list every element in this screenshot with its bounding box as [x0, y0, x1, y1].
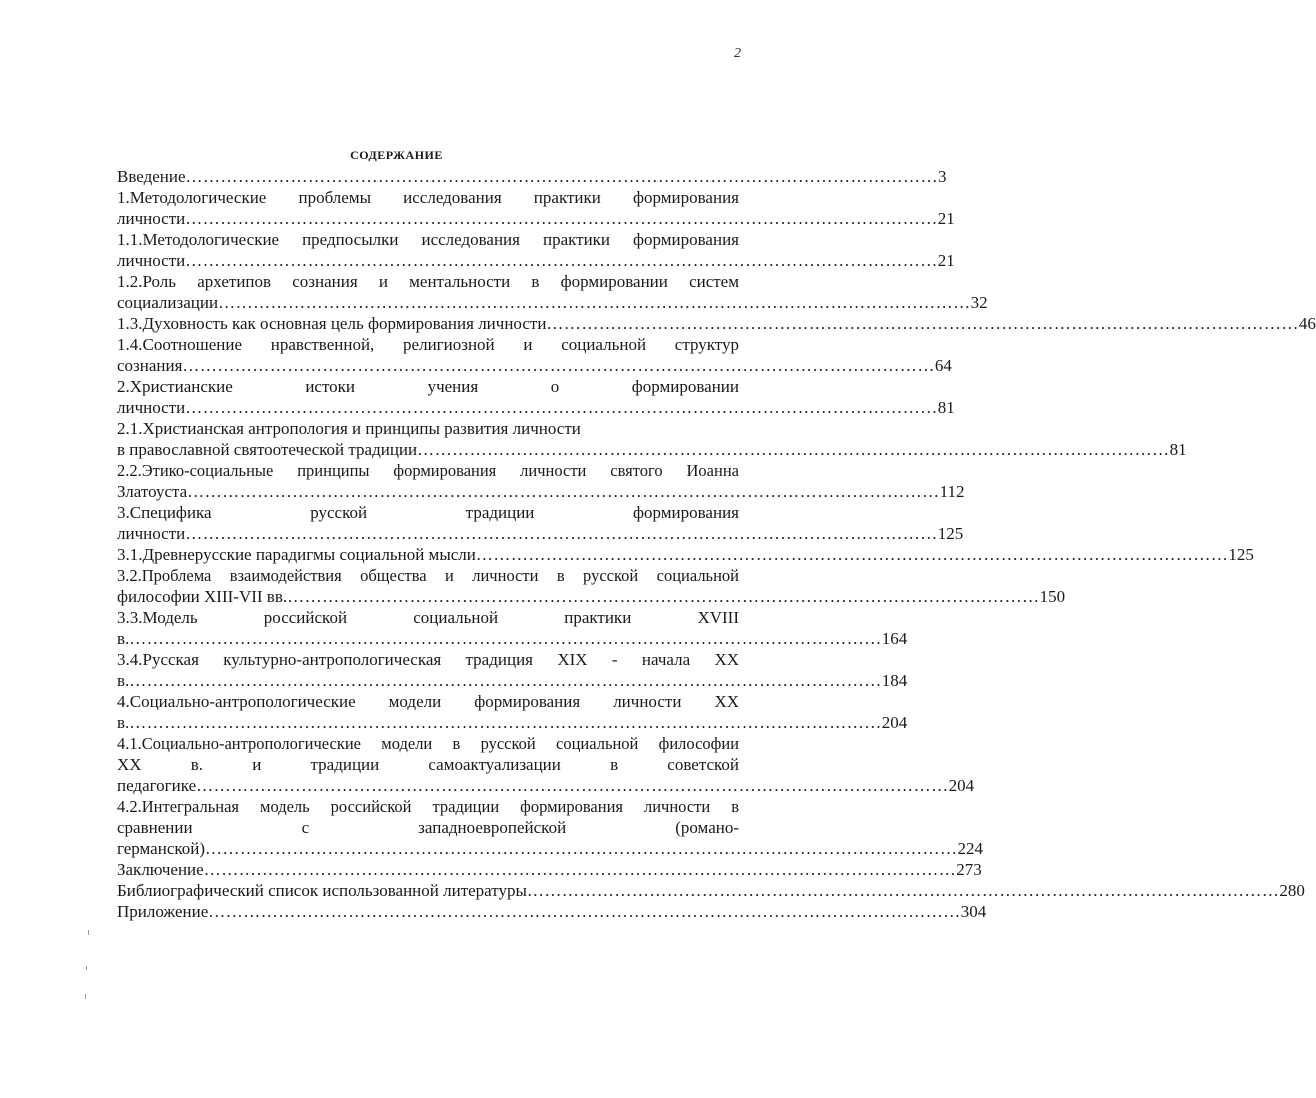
toc-entry-section-3-3-tail: в. ………………………………………………………………………………………………………………… 164: [117, 629, 908, 648]
dot-leader: …………………………………………………………………………………………………………………: [185, 251, 938, 270]
dot-leader: …………………………………………………………………………………………………………………: [129, 671, 882, 690]
toc-entry-section-3-4-tail: в. ………………………………………………………………………………………………………………… 184: [117, 671, 908, 690]
scan-speck: [85, 994, 86, 999]
dot-leader: …………………………………………………………………………………………………………………: [417, 440, 1170, 459]
dot-leader: …………………………………………………………………………………………………………………: [546, 314, 1299, 333]
scan-speck: [88, 930, 89, 935]
dot-leader: …………………………………………………………………………………………………………………: [287, 587, 1040, 606]
toc-entry-section-4-2: 4.2.Интегральная модель российской традиции формирования личности в: [117, 797, 739, 816]
toc-entry-section-4-1-line-2: XX в. и традиции самоактуализации в советской: [117, 755, 739, 774]
toc-entry-chapter-1: 1.Методологические проблемы исследования практики формирования: [117, 188, 739, 207]
dot-leader: …………………………………………………………………………………………………………………: [218, 293, 971, 312]
toc-page-number: 125: [1228, 545, 1254, 564]
scan-specks: [85, 920, 93, 1040]
table-of-contents: [117, 166, 1316, 922]
toc-page-number: 280: [1279, 881, 1305, 900]
toc-page-number: 46: [1298, 314, 1316, 333]
dot-leader: …………………………………………………………………………………………………………………: [208, 902, 961, 921]
dot-leader: …………………………………………………………………………………………………………………: [129, 629, 882, 648]
toc-page-number: 204: [881, 713, 908, 732]
toc-entry-section-3-1: 3.1.Древнерусские парадигмы социальной мысли ………………………………………………………………………………………………………………… 125: [117, 545, 1254, 564]
toc-entry-section-1-1-tail: личности ………………………………………………………………………………………………………………… 21: [117, 251, 955, 270]
toc-page-number: 273: [956, 860, 982, 879]
toc-title: СОДЕРЖАНИЕ: [350, 148, 443, 162]
toc-page-number: 224: [957, 839, 984, 858]
toc-page-number: 21: [937, 209, 955, 228]
page-number: 2: [734, 46, 741, 61]
toc-page-number: 150: [1039, 587, 1066, 606]
dot-leader: …………………………………………………………………………………………………………………: [196, 776, 949, 795]
toc-entry-section-1-4-tail: сознания ………………………………………………………………………………………………………………… 64: [117, 356, 952, 375]
toc-entry-section-4-1: 4.1.Социально-антропологические модели в русской социальной философии: [117, 734, 739, 753]
toc-page-number: 184: [881, 671, 908, 690]
toc-page-number: 32: [970, 293, 988, 312]
dot-leader: …………………………………………………………………………………………………………………: [182, 356, 935, 375]
toc-page-number: 21: [937, 251, 955, 270]
toc-entry-appendix: Приложение ………………………………………………………………………………………………………………… 304: [117, 902, 987, 921]
toc-entry-section-1-2: 1.2.Роль архетипов сознания и ментальности в формировании систем: [117, 272, 739, 291]
toc-entry-section-1-2-tail: социализации ………………………………………………………………………………………………………………… 32: [117, 293, 988, 312]
toc-entry-section-4-2-tail: германской) ………………………………………………………………………………………………………………… 224: [117, 839, 984, 858]
toc-entry-section-1-3: 1.3.Духовность как основная цель формирования личности ………………………………………………………………………………………………………………… 46: [117, 314, 1316, 333]
toc-entry-section-2-1-tail: в православной святоотечеcкой традиции ………………………………………………………………………………………………………………… 81: [117, 440, 1187, 459]
toc-entry-section-2-1: 2.1.Христианская антропология и принципы развития личности: [117, 419, 581, 438]
toc-page-number: 3: [938, 167, 947, 186]
toc-entry-chapter-3: 3.Специфика русской традиции формирования: [117, 503, 739, 522]
toc-entry-chapter-3-tail: личности ………………………………………………………………………………………………………………… 125: [117, 524, 964, 543]
toc-entry-conclusion: Заключение ………………………………………………………………………………………………………………… 273: [117, 860, 982, 879]
toc-entry-section-4-2-line-2: сравнении с западноевропейской (романо-: [117, 818, 739, 837]
toc-entry-chapter-4: 4.Социально-антропологические модели формирования личности XX: [117, 692, 739, 711]
toc-page-number: 112: [939, 482, 965, 501]
dot-leader: …………………………………………………………………………………………………………………: [185, 167, 939, 186]
toc-entry-chapter-2-tail: личности ………………………………………………………………………………………………………………… 81: [117, 398, 955, 417]
toc-entry-introduction: Введение ………………………………………………………………………………………………………………… 3: [117, 167, 947, 186]
toc-entry-section-2-2: 2.2.Этико-социальные принципы формирования личности святого Иоанна: [117, 461, 739, 480]
toc-page-number: 125: [937, 524, 964, 543]
toc-page-number: 81: [937, 398, 955, 417]
toc-page-number: 64: [934, 356, 952, 375]
dot-leader: …………………………………………………………………………………………………………………: [187, 482, 940, 501]
dot-leader: …………………………………………………………………………………………………………………: [185, 524, 938, 543]
toc-entry-section-3-2-tail: философии XIII-VII вв. ………………………………………………………………………………………………………………… 150: [117, 587, 1066, 606]
dot-leader: …………………………………………………………………………………………………………………: [185, 209, 938, 228]
toc-entry-bibliography: Библиографический список использованной литературы ………………………………………………………………………………………………………………… 280: [117, 881, 1305, 900]
dot-leader: …………………………………………………………………………………………………………………: [129, 713, 882, 732]
toc-entry-section-3-2: 3.2.Проблема взаимодействия общества и личности в русской социальной: [117, 566, 739, 585]
toc-page-number: 164: [881, 629, 908, 648]
toc-entry-chapter-1-tail: личности ………………………………………………………………………………………………………………… 21: [117, 209, 955, 228]
toc-page-number: 304: [960, 902, 987, 921]
dot-leader: …………………………………………………………………………………………………………………: [205, 839, 958, 858]
dot-leader: …………………………………………………………………………………………………………………: [475, 545, 1229, 564]
toc-entry-chapter-4-tail: в. ………………………………………………………………………………………………………………… 204: [117, 713, 908, 732]
scan-speck: [86, 966, 87, 970]
toc-page-number: 81: [1169, 440, 1187, 459]
toc-entry-section-1-1: 1.1.Методологические предпосылки исследования практики формирования: [117, 230, 739, 249]
toc-entry-section-3-4: 3.4.Русская культурно-антропологическая традиция XIX - начала XX: [117, 650, 739, 669]
toc-page-number: 204: [948, 776, 975, 795]
dot-leader: …………………………………………………………………………………………………………………: [203, 860, 957, 879]
dot-leader: …………………………………………………………………………………………………………………: [526, 881, 1280, 900]
toc-entry-chapter-2: 2.Христианские истоки учения о формировании: [117, 377, 739, 396]
toc-entry-section-3-3: 3.3.Модель российской социальной практики XVIII: [117, 608, 739, 627]
toc-entry-section-2-2-tail: Златоуста ………………………………………………………………………………………………………………… 112: [117, 482, 965, 501]
dot-leader: …………………………………………………………………………………………………………………: [185, 398, 938, 417]
toc-entry-section-4-1-tail: педагогике ………………………………………………………………………………………………………………… 204: [117, 776, 975, 795]
toc-entry-section-1-4: 1.4.Соотношение нравственной, религиозной и социальной структур: [117, 335, 739, 354]
